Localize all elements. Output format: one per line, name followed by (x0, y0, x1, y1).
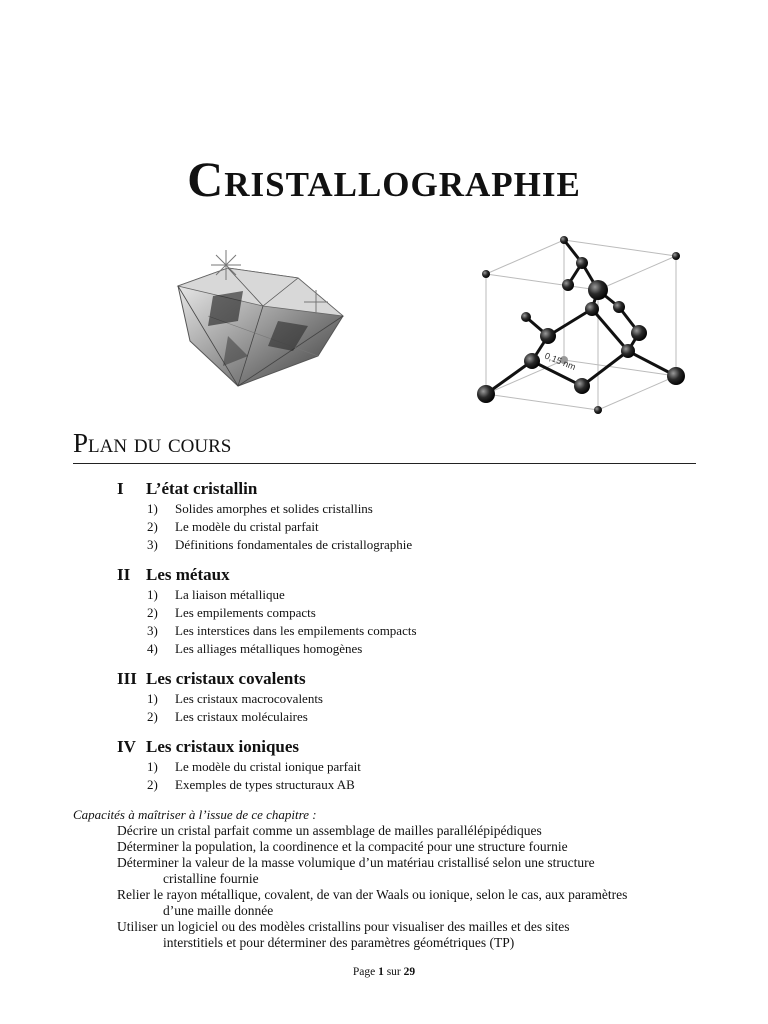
section-title: Les cristaux ioniques (146, 737, 300, 756)
diamond-crystal-lattice-image (472, 230, 692, 420)
list-item: Déterminer la valeur de la masse volumique d’un matériau cristallisé selon une structure cristalline fournie (117, 855, 595, 886)
list-item: 4) Les alliages métalliques homogènes (147, 641, 363, 656)
list-item: Déterminer la population, la coordinence et la compacité pour une structure fournie (117, 839, 568, 854)
list-item: 2) Le modèle du cristal parfait (147, 519, 319, 534)
section-1 (117, 478, 697, 554)
page-number: 1 (378, 966, 384, 978)
section-4 (117, 736, 697, 794)
list-item: 1) La liaison métallique (147, 587, 285, 602)
list-item: 3) Les interstices dans les empilements compacts (147, 623, 417, 638)
list-item: 1) Le modèle du cristal ionique parfait (147, 759, 361, 774)
section-number: III (117, 669, 137, 688)
page-footer: Page 1 sur 29 (352, 966, 416, 978)
section-number: IV (117, 737, 136, 756)
section-title: Les cristaux covalents (146, 669, 306, 688)
list-item: Décrire un cristal parfait comme un assemblage de mailles parallélépipédiques (117, 823, 542, 838)
list-item: 2) Les cristaux moléculaires (147, 709, 308, 724)
section-number: I (117, 479, 124, 498)
section-number: II (117, 565, 131, 584)
lattice-distance-label: 0,15 nm (543, 350, 578, 373)
section-title: Les métaux (146, 565, 230, 584)
page-title: Cristallographie (187, 151, 581, 207)
section-3 (117, 668, 697, 726)
list-item: 3) Définitions fondamentales de cristallographie (147, 537, 413, 552)
section-title: L’état cristallin (146, 479, 258, 498)
capacites-list (117, 823, 707, 951)
diamond-image (168, 246, 353, 396)
section-2 (117, 564, 697, 658)
list-item: 2) Les empilements compacts (147, 605, 316, 620)
page-total: 29 (403, 966, 416, 978)
course-plan (117, 478, 697, 804)
list-item: 2) Exemples de types structuraux AB (147, 777, 355, 792)
plan-title: Plan du cours (73, 428, 232, 458)
capacites-heading: Capacités à maîtriser à l’issue de ce chapitre : (73, 807, 317, 822)
list-item: 1) Solides amorphes et solides cristallins (147, 501, 373, 516)
list-item: Utiliser un logiciel ou des modèles cristallins pour visualiser des mailles et des sites interstitiels et pour déterminer des paramètres géométriques (TP) (117, 919, 570, 950)
list-item: 1) Les cristaux macrocovalents (147, 691, 323, 706)
plan-divider (73, 463, 696, 464)
list-item: Relier le rayon métallique, covalent, de van der Waals ou ionique, selon le cas, aux paramètres d’une maille donnée (117, 887, 628, 918)
